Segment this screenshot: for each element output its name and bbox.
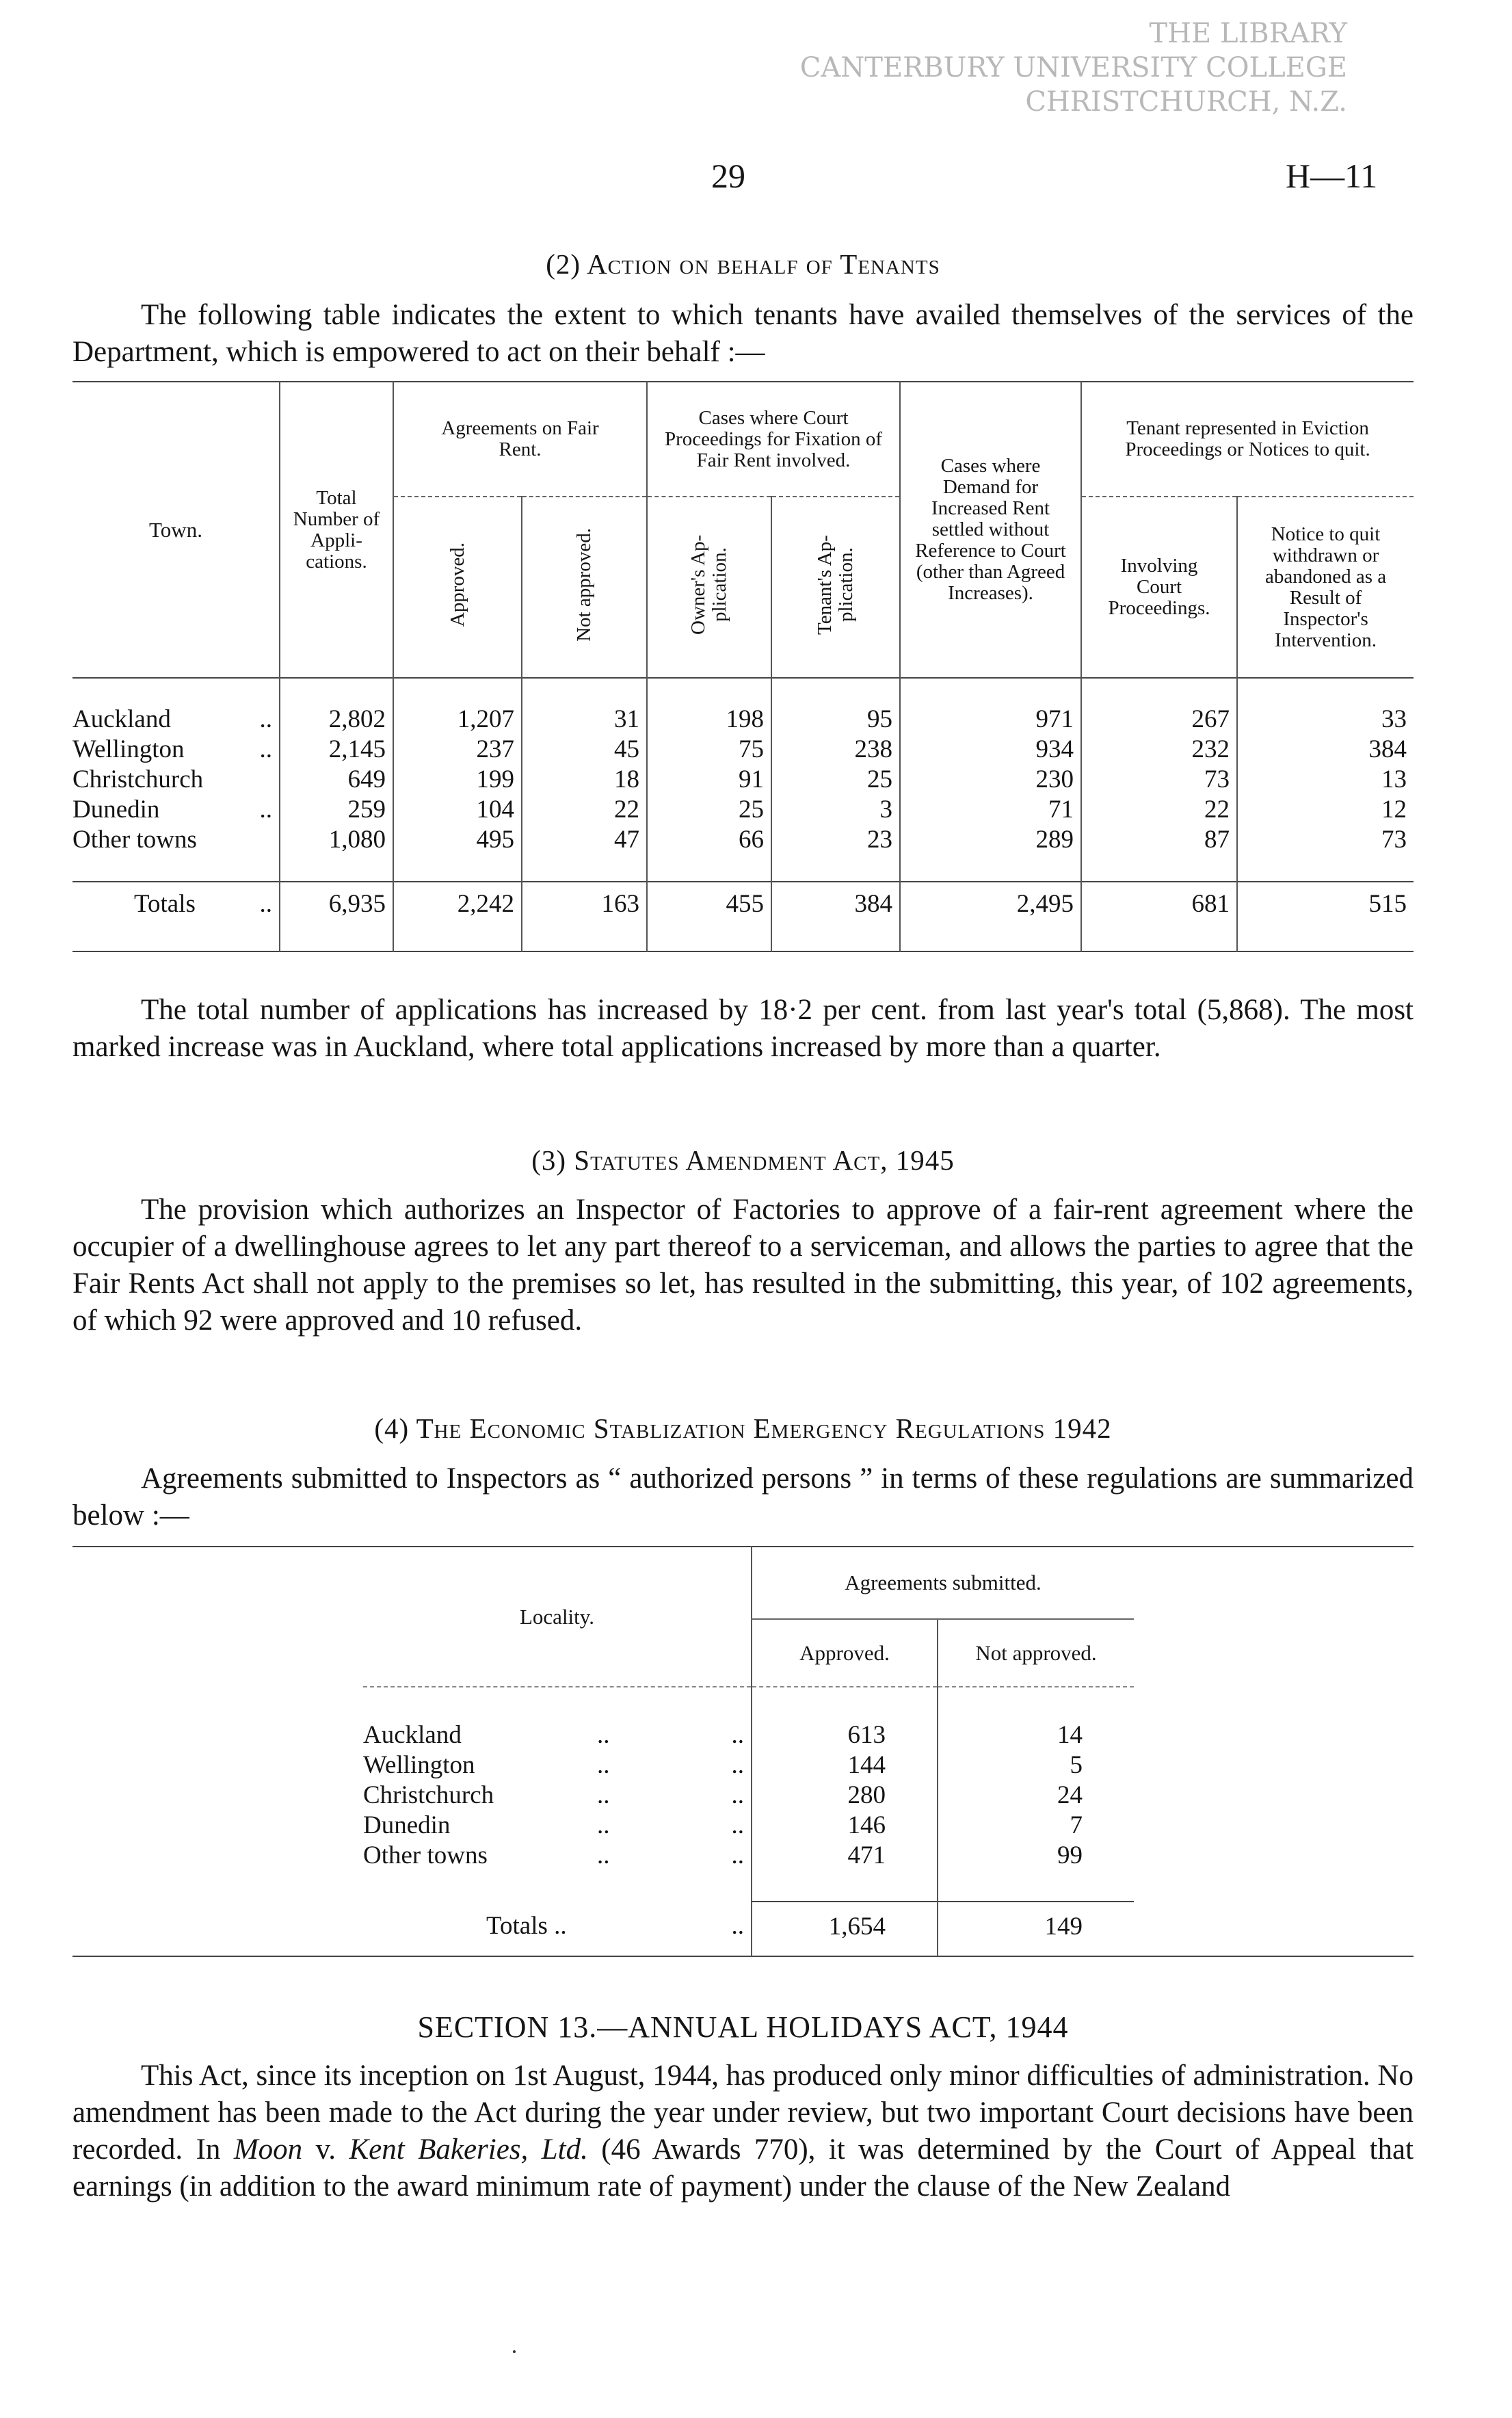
town-cell [72, 825, 280, 855]
locality-cell [363, 1780, 752, 1811]
not-approved-cell: 24 [938, 1780, 1134, 1811]
value-cell: 73 [1237, 825, 1414, 855]
document-reference: H—11 [1286, 157, 1378, 195]
totals-label: Totals [134, 890, 196, 918]
spacer-cell [1134, 1871, 1414, 1902]
value-cell: 33 [1237, 705, 1414, 735]
approved-cell: 280 [752, 1780, 938, 1811]
value-cell: 95 [771, 705, 900, 735]
spacer-cell [1134, 1811, 1414, 1841]
header-court-group: Cases where Court Proceedings for Fixation of Fair Rent involved. [647, 382, 900, 497]
spacer-cell [1134, 1720, 1414, 1750]
town-cell [72, 795, 280, 825]
not-approved-cell: 14 [938, 1720, 1134, 1750]
value-cell: 13 [1237, 765, 1414, 795]
spacer-cell [900, 930, 1081, 951]
locality-name: Christchurch [363, 1781, 494, 1809]
total-value-cell: 163 [522, 882, 647, 930]
spacer-cell [1134, 1902, 1414, 1956]
spacer-cell [1237, 855, 1414, 882]
town-name: Other towns [72, 826, 197, 854]
header-not-approved [522, 497, 647, 678]
stamp-line: THE LIBRARY [1149, 18, 1347, 49]
table-row [72, 765, 1414, 795]
spacer-cell [938, 1687, 1134, 1720]
text: v. [302, 2133, 349, 2166]
header-eviction-group: Tenant represented in Eviction Proceedings or Notices to quit. [1081, 382, 1414, 497]
spacer-cell [393, 855, 522, 882]
case-party: Moon [233, 2133, 303, 2166]
total-value-cell: 2,495 [900, 882, 1081, 930]
value-cell: 18 [522, 765, 647, 795]
value-cell: 45 [522, 735, 647, 765]
spacer-cell [72, 1720, 363, 1750]
total-value-cell: 455 [647, 882, 771, 930]
value-cell: 22 [1081, 795, 1237, 825]
header-approved: Approved. [752, 1619, 938, 1687]
value-cell: 25 [647, 795, 771, 825]
header-involving: Involving Court Proceedings. [1081, 497, 1237, 678]
leader-dots: .. [597, 1751, 610, 1779]
leader-dots: .. [259, 705, 272, 733]
table-row [72, 735, 1414, 765]
value-cell: 25 [771, 765, 900, 795]
spacer-cell [1134, 1750, 1414, 1780]
value-cell: 23 [771, 825, 900, 855]
value-cell: 934 [900, 735, 1081, 765]
value-cell: 237 [393, 735, 522, 765]
spacer-cell [280, 678, 393, 705]
header-approved [393, 497, 522, 678]
section-13-text [72, 2058, 1414, 2205]
header-not-approved: Not approved. [938, 1619, 1134, 1687]
spacer-cell [72, 1687, 363, 1720]
page-number: 29 [711, 157, 745, 195]
table-row [72, 1750, 1414, 1780]
section-3-heading: (3) Statutes Amendment Act, 1945 [531, 1144, 955, 1176]
value-cell: 22 [522, 795, 647, 825]
section-13-heading: SECTION 13.—ANNUAL HOLIDAYS ACT, 1944 [417, 2010, 1069, 2044]
town-cell [72, 765, 280, 795]
spacer-cell [1134, 1687, 1414, 1720]
value-cell: 91 [647, 765, 771, 795]
spacer-cell [393, 678, 522, 705]
leader-dots: .. [731, 1781, 744, 1809]
header-agreements-submitted: Agreements submitted. [752, 1547, 1134, 1619]
spacer-row [72, 678, 1414, 705]
table-row [72, 705, 1414, 735]
leader-dots: .. [731, 1811, 744, 1839]
header-tenants [771, 497, 900, 678]
text: This Act, since its inception on 1st August, 1944, has produced only minor difficulties of administration. No amendment has been made to the Act during the year under review, but two important Court decisions have been recorded. In [72, 2060, 1414, 2166]
value-cell: 238 [771, 735, 900, 765]
leader-dots: .. [731, 1751, 744, 1779]
locality-cell [363, 1841, 752, 1871]
spacer-cell [72, 930, 280, 951]
value-cell: 1,080 [280, 825, 393, 855]
header-approved-text: Approved. [446, 542, 468, 627]
spacer-cell [72, 1780, 363, 1811]
spacer-cell [647, 930, 771, 951]
value-cell: 75 [647, 735, 771, 765]
spacer-cell [1081, 678, 1237, 705]
leader-dots: .. [597, 1781, 610, 1809]
totals-label-cell [72, 882, 280, 930]
value-cell: 104 [393, 795, 522, 825]
header-owners-text: Owner's Ap-plication. [687, 534, 731, 635]
section-2-heading: (2) Action on behalf of Tenants [546, 248, 940, 280]
spacer-cell [1237, 930, 1414, 951]
value-cell: 384 [1237, 735, 1414, 765]
header-owners [647, 497, 771, 678]
value-cell: 3 [771, 795, 900, 825]
agreements-submitted-table [72, 1546, 1414, 1957]
locality-cell [363, 1750, 752, 1780]
spacer-cell [771, 930, 900, 951]
town-name: Wellington [72, 735, 185, 763]
library-stamp [800, 16, 1347, 119]
leader-dots: .. [597, 1811, 610, 1839]
spacer-cell [363, 1687, 752, 1720]
locality-cell [363, 1720, 752, 1750]
value-cell: 2,802 [280, 705, 393, 735]
spacer-cell [72, 1750, 363, 1780]
not-approved-cell: 5 [938, 1750, 1134, 1780]
spacer-cell [1081, 930, 1237, 951]
spacer-cell [280, 930, 393, 951]
speck [513, 2350, 516, 2353]
leader-dots: .. [259, 796, 272, 824]
value-cell: 495 [393, 825, 522, 855]
spacer-row [72, 1871, 1414, 1902]
leader-dots: .. [731, 1912, 744, 1940]
not-approved-cell: 7 [938, 1811, 1134, 1841]
town-name: Auckland [72, 705, 171, 733]
approved-cell: 613 [752, 1720, 938, 1750]
spacer-cell [363, 1871, 752, 1902]
total-value-cell: 6,935 [280, 882, 393, 930]
locality-name: Wellington [363, 1751, 475, 1779]
totals-row [72, 882, 1414, 930]
spacer-cell [72, 1811, 363, 1841]
spacer-cell [752, 1687, 938, 1720]
spacer-cell [1134, 1841, 1414, 1871]
approved-cell: 471 [752, 1841, 938, 1871]
section-4-heading: (4) The Economic Stablization Emergency Regulations 1942 [374, 1412, 1112, 1444]
leader-dots: .. [259, 735, 272, 763]
leader-dots: .. [597, 1721, 610, 1749]
value-cell: 73 [1081, 765, 1237, 795]
section-4-intro [72, 1460, 1414, 1534]
spacer-cell [72, 855, 280, 882]
total-approved-cell: 1,654 [752, 1902, 938, 1956]
section-2-intro [72, 297, 1414, 371]
total-value-cell: 681 [1081, 882, 1237, 930]
spacer-cell [900, 855, 1081, 882]
spacer-cell [522, 678, 647, 705]
paragraph: The total number of applications has increased by 18·2 per cent. from last year's total (5,868). The most marked increase was in Auckland, where total applications increased by more than a quarter. [72, 994, 1414, 1063]
value-cell: 199 [393, 765, 522, 795]
header-not-approved-text: Not approved. [573, 528, 595, 642]
locality-name: Auckland [363, 1721, 462, 1749]
value-cell: 289 [900, 825, 1081, 855]
town-name: Christchurch [72, 765, 204, 793]
locality-name: Dunedin [363, 1811, 451, 1839]
value-cell: 232 [1081, 735, 1237, 765]
value-cell: 66 [647, 825, 771, 855]
spacer-cell [938, 1871, 1134, 1902]
value-cell: 649 [280, 765, 393, 795]
spacer-cell [72, 1871, 363, 1902]
approved-cell: 144 [752, 1750, 938, 1780]
value-cell: 12 [1237, 795, 1414, 825]
value-cell: 267 [1081, 705, 1237, 735]
spacer-cell [72, 1841, 363, 1871]
table-row [72, 825, 1414, 855]
town-cell [72, 735, 280, 765]
value-cell: 31 [522, 705, 647, 735]
header-town: Town. [72, 382, 280, 678]
table-row [72, 1811, 1414, 1841]
value-cell: 1,207 [393, 705, 522, 735]
approved-cell: 146 [752, 1811, 938, 1841]
spacer-cell [522, 855, 647, 882]
paragraph: The following table indicates the extent to which tenants have availed themselves of the services of the Department, which is empowered to act on their behalf :— [72, 299, 1414, 368]
spacer-cell [72, 678, 280, 705]
spacer-cell [1081, 855, 1237, 882]
locality-name: Other towns [363, 1841, 488, 1869]
leader-dots: .. [731, 1721, 744, 1749]
total-value-cell: 2,242 [393, 882, 522, 930]
totals-label-cell [363, 1902, 752, 1956]
spacer-cell [522, 930, 647, 951]
value-cell: 47 [522, 825, 647, 855]
leader-dots: .. [597, 1841, 610, 1869]
spacer-cell [393, 930, 522, 951]
paragraph: Agreements submitted to Inspectors as “ authorized persons ” in terms of these regulations are summarized below :— [72, 1462, 1414, 1532]
spacer-cell [771, 855, 900, 882]
header-fair-rent-group: Agreements on Fair Rent. [393, 382, 647, 497]
header-locality: Locality. [519, 1604, 595, 1629]
value-cell: 71 [900, 795, 1081, 825]
town-cell [72, 705, 280, 735]
value-cell: 259 [280, 795, 393, 825]
totals-row [72, 1902, 1414, 1956]
stamp-line: CHRISTCHURCH, N.Z. [1025, 86, 1347, 118]
spacer-cell [1134, 1780, 1414, 1811]
spacer-cell [771, 678, 900, 705]
spacer-row [72, 855, 1414, 882]
header-notice: Notice to quit withdrawn or abandoned as a Result of Inspector's Intervention. [1237, 497, 1414, 678]
value-cell: 971 [900, 705, 1081, 735]
spacer-cell [647, 855, 771, 882]
value-cell: 2,145 [280, 735, 393, 765]
case-party: Kent Bakeries, Ltd. [349, 2133, 588, 2166]
town-name: Dunedin [72, 796, 160, 824]
paragraph [72, 2058, 1414, 2205]
spacer-cell [647, 678, 771, 705]
paragraph: The provision which authorizes an Inspector of Factories to approve of a fair-rent agreement where the occupier of a dwellinghouse agrees to let any part thereof to a serviceman, and allows the parties to agree that the Fair Rents Act shall not apply to the premises so let, has resulted in the submitting, this year, of 102 agreements, of which 92 were approved and 10 refused. [72, 1194, 1414, 1337]
totals-label: Totals .. [486, 1912, 567, 1940]
spacer-cell [752, 1871, 938, 1902]
spacer-row [72, 1687, 1414, 1720]
end-row [72, 930, 1414, 951]
table-row [72, 1841, 1414, 1871]
tenants-action-table [72, 381, 1414, 952]
spacer-cell [72, 1902, 363, 1956]
table-row [72, 1780, 1414, 1811]
spacer-cell [280, 855, 393, 882]
text: (46 Awards 770), it was determined by the Court of Appeal that earnings (in addition to the award minimum rate of payment) under the clause of the New Zealand [72, 2133, 1414, 2203]
total-not-approved-cell: 149 [938, 1902, 1134, 1956]
leader-dots: .. [259, 890, 272, 918]
leader-dots: .. [731, 1841, 744, 1869]
applications-note [72, 992, 1414, 1066]
total-value-cell: 384 [771, 882, 900, 930]
header-tenants-text: Tenant's Ap-plication. [814, 535, 858, 635]
stamp-line: CANTERBURY UNIVERSITY COLLEGE [799, 52, 1347, 83]
table-row [72, 1720, 1414, 1750]
header-demand: Cases where Demand for Increased Rent settled without Reference to Court (other than Agreed Increases). [900, 382, 1081, 678]
value-cell: 198 [647, 705, 771, 735]
section-3-text [72, 1192, 1414, 1339]
spacer-cell [900, 678, 1081, 705]
total-value-cell: 515 [1237, 882, 1414, 930]
header-total: Total Number of Appli-cations. [280, 382, 393, 678]
not-approved-cell: 99 [938, 1841, 1134, 1871]
spacer-cell [1237, 678, 1414, 705]
locality-cell [363, 1811, 752, 1841]
value-cell: 87 [1081, 825, 1237, 855]
value-cell: 230 [900, 765, 1081, 795]
table-row [72, 795, 1414, 825]
